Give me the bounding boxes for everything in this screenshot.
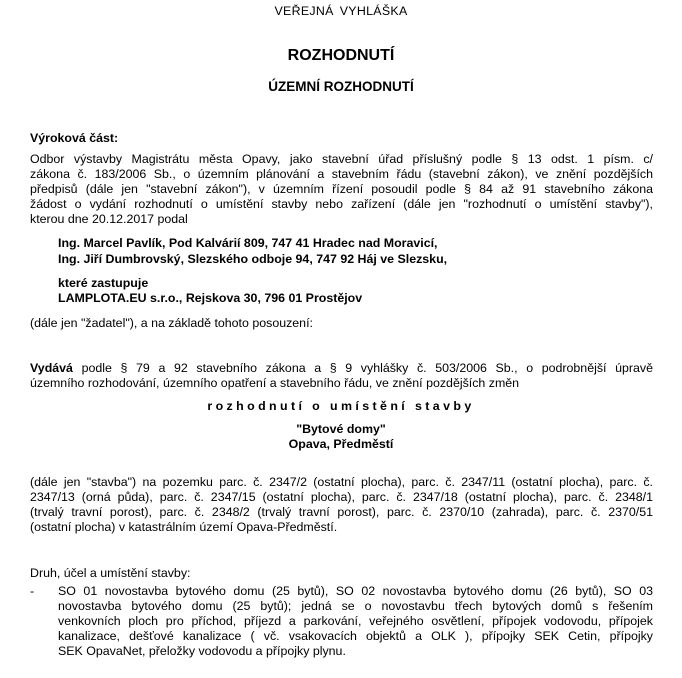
decision-heading: rozhodnutí o umístění stavby [207, 399, 475, 413]
project-location: Opava, Předměstí [288, 437, 394, 451]
public-notice-heading [0, 4, 682, 19]
intro-line: zákona č. 183/2006 Sb., o územním plánování a stavebním řádu (stavební zákon), ve znění pozdějších [30, 167, 653, 181]
issuance-line-1 [30, 361, 653, 376]
representative: LAMPLOTA.EU s.r.o., Rejskova 30, 796 01 Prostějov [58, 291, 363, 305]
applicant: Ing. Marcel Pavlík, Pod Kalvárií 809, 747 41 Hradec nad Moravicí, [58, 236, 438, 250]
intro-line: žádost o vydání rozhodnutí o umístění stavby nebo zařízení (dále jen "rozhodnutí o umístění stavby"), [30, 197, 653, 211]
issuance-bold-word: Vydává [30, 361, 73, 375]
notice-word-2: VYHLÁŠKA [339, 4, 408, 18]
represented-label: které zastupuje [58, 276, 149, 290]
applicant-note: (dále jen "žadatel"), a na základě tohoto posouzení: [30, 316, 313, 330]
construction-line: SO 01 novostavba bytového domu (25 bytů), SO 02 novostavba bytového domu (26 bytů), SO 03 [58, 584, 653, 598]
intro-line: Odbor výstavby Magistrátu města Opavy, jako stavební úřad příslušný podle § 13 odst. 1 písm. c/ [30, 152, 653, 166]
applicant: Ing. Jiří Dumbrovský, Slezského odboje 94, 747 92 Háj ve Slezsku, [58, 252, 448, 266]
construction-line: venkovních ploch pro příchod, příjezd a parkování, veřejného osvětlení, přípojek vodovodu, přípojek [58, 614, 653, 628]
applicants-list [58, 236, 653, 267]
parcels-line: 2347/13 (orná půda), parc. č. 2347/15 (ostatní plocha), parc. č. 2347/18 (ostatní plocha), parc. č. 2348/1 [30, 490, 653, 504]
construction-description [58, 584, 653, 659]
parcels-line: (ostatní plocha) v katastrálním území Opava-Předměstí. [30, 520, 338, 534]
project-name: "Bytové domy" [296, 422, 386, 436]
notice-word-1: VEŘEJNÁ [274, 4, 334, 18]
issuance-paragraph [30, 361, 653, 391]
construction-heading: Druh, účel a umístění stavby: [30, 566, 191, 580]
parcels-line: (trvalý travní porost), parc. č. 2348/2 (trvalý travní porost), parc. č. 2370/10 (zahrada), parc. č. 2370/51 [30, 505, 653, 519]
intro-paragraph [30, 152, 653, 227]
intro-line: předpisů (dále jen "stavební zákon"), v územním řízení posoudil podle § 84 až 91 stavebního zákona [30, 182, 653, 196]
intro-line: kterou dne 20.12.2017 podal [30, 212, 188, 226]
construction-line: SEK OpavaNet, přeložky vodovodu a přípojky plynu. [58, 644, 346, 658]
document-title: ROZHODNUTÍ [287, 47, 395, 64]
parcels-line: (dále jen "stavba") na pozemku parc. č. 2347/2 (ostatní plocha), parc. č. 2347/11 (ostatní plocha), parc. č. [30, 475, 653, 489]
construction-line: novostavba bytového domu (25 bytů); jedná se o novostavbu třech bytových domů s řešením [58, 599, 653, 613]
bullet-dash: - [30, 584, 35, 598]
document-subtitle: ÚZEMNÍ ROZHODNUTÍ [268, 79, 414, 94]
verdict-heading: Výroková část: [30, 131, 119, 145]
parcels-paragraph [30, 475, 653, 535]
issuance-line-2: územního rozhodování, územního opatření a stavebního řádu, ve znění pozdějších změn [30, 376, 520, 390]
construction-line: kanalizace, dešťové kanalizace ( vč. vsakovacích objektů a OLK ), přípojky SEK Cetin, přípojky [58, 629, 653, 643]
issuance-line-1-text: podle § 79 a 92 stavebního zákona a § 9 vyhlášky č. 503/2006 Sb., o podrobnější úpravě [72, 361, 653, 375]
